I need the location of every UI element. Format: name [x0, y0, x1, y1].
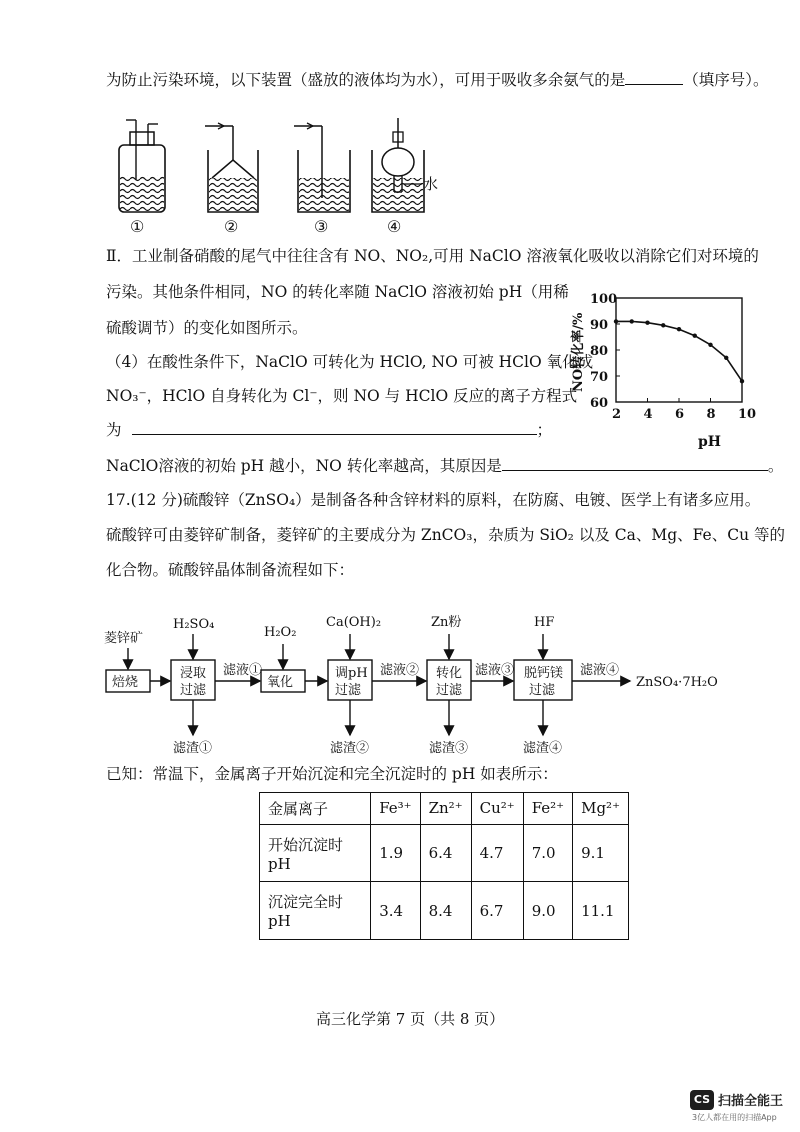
- flow-filtrate-3: 滤液③: [475, 663, 515, 678]
- chart-frame: [616, 298, 742, 402]
- table-cell: Mg²⁺: [573, 793, 629, 825]
- data-point: [724, 356, 728, 360]
- table-row: [260, 824, 629, 882]
- intro-tail: （填序号）。: [683, 71, 769, 89]
- q4-line2: NO₃⁻，HClO 自身转化为 Cl⁻，则 NO 与 HClO 反应的离子方程式: [106, 387, 578, 405]
- chart-xlabel: pH: [698, 434, 722, 450]
- page-footer: 高三化学第 7 页（共 8 页）: [316, 1010, 505, 1028]
- table-cell: 3.4: [371, 882, 420, 940]
- q4-line3-tail: ；: [536, 421, 553, 439]
- flow-reagent-zn: Zn粉: [431, 615, 462, 630]
- watermark-subtitle: 3亿人都在用的扫描App: [692, 1113, 777, 1122]
- table-cell: 4.7: [471, 824, 523, 882]
- q4-line1: （4）在酸性条件下，NaClO 可转化为 HClO, NO 可被 HClO 氧化成: [106, 353, 594, 371]
- table-row: [260, 793, 629, 825]
- apparatus-label-2: ②: [224, 217, 239, 236]
- q17-line3: 化合物。硫酸锌晶体制备流程如下：: [106, 561, 355, 579]
- table-cell: 7.0: [523, 824, 572, 882]
- table-cell: 6.7: [471, 882, 523, 940]
- q17-line2: 硫酸锌可由菱锌矿制备，菱锌矿的主要成分为 ZnCO₃，杂质为 SiO₂ 以及 Ca、Mg、Fe、Cu 等的: [106, 526, 785, 544]
- flow-filtrate-4: 滤液④: [580, 663, 620, 678]
- y-tick-label: 80: [590, 344, 609, 359]
- watermark-brand: 扫描全能王: [718, 1094, 784, 1109]
- x-tick-label: 4: [643, 407, 653, 422]
- flow-box-ph-label-2: 过滤: [335, 683, 362, 698]
- data-point: [614, 319, 618, 323]
- flow-box-roast-label: 焙烧: [112, 675, 139, 690]
- flow-residue-2: 滤渣②: [330, 741, 370, 756]
- apparatus-figure: [100, 110, 460, 240]
- known-statement: 已知：常温下，金属离子开始沉淀和完全沉淀时的 pH 如表所示：: [106, 765, 558, 783]
- table-cell: Fe²⁺: [523, 793, 572, 825]
- apparatus-1: [119, 120, 165, 212]
- y-tick-label: 60: [590, 396, 609, 411]
- intro-text: 为防止污染环境，以下装置（盛放的液体均为水），可用于吸收多余氨气的是: [106, 71, 626, 89]
- flow-reagent-caoh2: Ca(OH)₂: [326, 615, 382, 630]
- y-tick-label: 90: [590, 318, 609, 333]
- flow-product: ZnSO₄·7H₂O: [636, 675, 718, 690]
- q4-line3-text: 为: [106, 421, 122, 439]
- table-cell: 开始沉淀时 pH: [260, 824, 371, 882]
- data-point: [708, 343, 712, 347]
- flow-box-conv-label-2: 过滤: [436, 683, 463, 698]
- reason-text: NaClO溶液的初始 pH 越小，NO 转化率越高，其原因是: [106, 457, 502, 475]
- flow-residue-1: 滤渣①: [173, 741, 213, 756]
- table-cell: 6.4: [420, 824, 471, 882]
- camscanner-logo-icon: CS: [690, 1090, 714, 1110]
- flow-residue-3: 滤渣③: [429, 741, 469, 756]
- reason-line: [106, 456, 783, 476]
- x-tick-label: 6: [675, 407, 685, 422]
- flow-filtrate-1: 滤液①: [223, 663, 263, 678]
- data-point: [661, 323, 665, 327]
- water-label: 水: [423, 175, 439, 193]
- flow-box-ph-label-1: 调pH: [335, 666, 368, 681]
- apparatus-3: [294, 123, 350, 212]
- apparatus-2: [205, 123, 258, 212]
- ion-ph-table: [259, 792, 629, 940]
- table-cell: 金属离子: [260, 793, 371, 825]
- flow-residue-4: 滤渣④: [523, 741, 563, 756]
- q17-line1: 17.(12 分)硫酸锌（ZnSO₄）是制备各种含锌材料的原料，在防腐、电镀、医学上有诸多应用。: [106, 491, 761, 509]
- flow-box-conv-label-1: 转化: [436, 666, 463, 681]
- data-point: [677, 327, 681, 331]
- flow-reagent-h2o2: H₂O₂: [264, 625, 297, 640]
- flow-box-decamg-label-2: 过滤: [529, 683, 556, 698]
- data-point: [740, 379, 744, 383]
- data-point: [645, 321, 649, 325]
- flow-reagent-hf: HF: [534, 615, 555, 630]
- table-row: [260, 882, 629, 940]
- chart-series: [614, 319, 744, 383]
- section2-line3: 硫酸调节）的变化如图所示。: [106, 319, 308, 337]
- flow-box-decamg-label-1: 脱钙镁: [524, 666, 564, 681]
- apparatus-4: [372, 118, 424, 212]
- y-tick-label: 100: [590, 292, 618, 307]
- apparatus-label-3: ③: [314, 217, 329, 236]
- flow-box-leach-label-1: 浸取: [180, 666, 207, 681]
- flow-raw: 菱锌矿: [104, 631, 144, 646]
- answer-blank-1: [625, 70, 683, 85]
- q4-line3: [106, 420, 552, 440]
- y-tick-label: 70: [590, 370, 609, 385]
- flow-box-leach-label-2: 过滤: [180, 683, 207, 698]
- apparatus-label-1: ①: [130, 217, 145, 236]
- table-cell: Cu²⁺: [471, 793, 523, 825]
- chart-ylabel: NO转化率/%: [571, 312, 586, 392]
- table-cell: 11.1: [573, 882, 629, 940]
- data-point: [693, 334, 697, 338]
- table-cell: 9.1: [573, 824, 629, 882]
- chart-axes: [616, 298, 742, 402]
- flow-reagent-h2so4: H₂SO₄: [173, 617, 215, 632]
- table-cell: 9.0: [523, 882, 572, 940]
- apparatus-label-4: ④: [387, 217, 402, 236]
- question-intro: [106, 70, 769, 90]
- process-flow-diagram: [100, 600, 740, 760]
- section2-line1: Ⅱ．工业制备硝酸的尾气中往往含有 NO、NO₂,可用 NaClO 溶液氧化吸收以消除它们对环境的: [106, 247, 759, 265]
- x-tick-label: 8: [706, 407, 716, 422]
- table-cell: Fe³⁺: [371, 793, 420, 825]
- x-tick-label: 2: [612, 407, 622, 422]
- reason-tail: 。: [767, 457, 784, 475]
- answer-blank-3: [502, 456, 768, 471]
- flow-box-oxid-label: 氧化: [267, 675, 294, 690]
- no-conversion-chart: [560, 280, 760, 450]
- table-cell: 1.9: [371, 824, 420, 882]
- flow-filtrate-2: 滤液②: [380, 663, 420, 678]
- table-cell: 沉淀完全时 pH: [260, 882, 371, 940]
- table-cell: Zn²⁺: [420, 793, 471, 825]
- section2-line2: 污染。其他条件相同，NO 的转化率随 NaClO 溶液初始 pH（用稀: [106, 283, 569, 301]
- answer-blank-2: [132, 420, 537, 435]
- data-point: [630, 319, 634, 323]
- x-tick-label: 10: [738, 407, 757, 422]
- table-cell: 8.4: [420, 882, 471, 940]
